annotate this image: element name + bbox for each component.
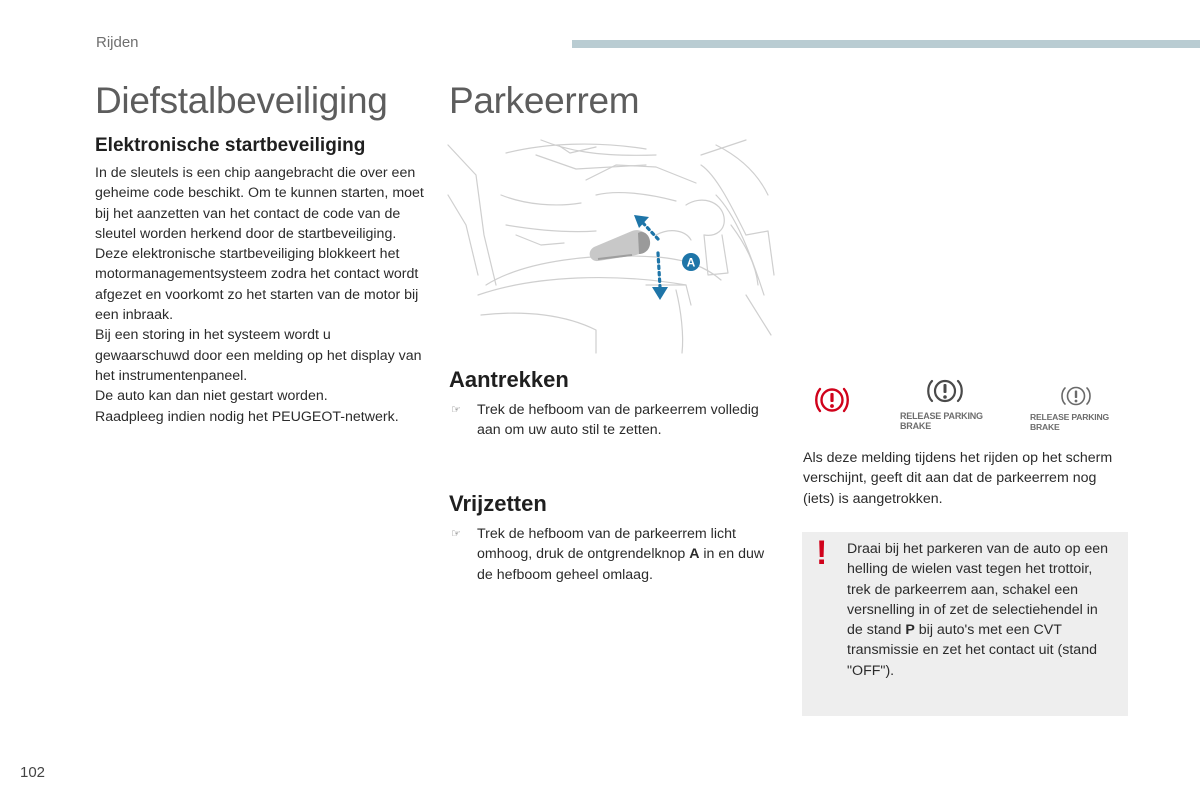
warning-text-part: Draai bij het parkeren van de auto op een helling de wielen vast tegen het trottoir, trek de parkeerrem aan, schakel een versnelling in of zet de selectiehendel in de stand bbox=[847, 541, 1109, 639]
brake-warning-small-icon bbox=[1058, 383, 1094, 409]
section-label: Rijden bbox=[96, 34, 139, 51]
paragraph: In de sleutels is een chip aangebracht die over een geheime code beschikt. Om te kunnen starten, moet bij het aanzetten van het contact de code van de sleutel worden herkend door de startbeveiliging. bbox=[95, 165, 424, 242]
brake-warning-gray-icon bbox=[922, 376, 968, 406]
release-parking-brake-label bbox=[900, 411, 1010, 431]
warning-text-part: bij auto's met een CVT transmissie en zet het contact uit (stand "OFF"). bbox=[847, 622, 1097, 679]
paragraph: Raadpleeg indien nodig het PEUGEOT-netwerk. bbox=[95, 408, 399, 425]
parking-brake-title: Parkeerrem bbox=[449, 80, 640, 121]
header-accent-bar bbox=[572, 40, 1200, 48]
apply-heading: Aantrekken bbox=[449, 367, 569, 392]
apply-list bbox=[449, 400, 769, 441]
release-instruction-part: in en duw de hefboom geheel omlaag. bbox=[477, 546, 765, 583]
paragraph: De auto kan dan niet gestart worden. bbox=[95, 388, 328, 405]
pointing-hand-icon: ☞ bbox=[451, 404, 461, 416]
release-button-ref: A bbox=[689, 546, 700, 563]
release-instruction-part: Trek de hefboom van de parkeerrem licht omhoog, druk de ontgrendelknop bbox=[477, 526, 736, 563]
exclamation-icon: ! bbox=[816, 534, 828, 572]
warning-text bbox=[847, 539, 1112, 681]
label-line: RELEASE PARKING bbox=[900, 411, 983, 421]
gear-position-ref: P bbox=[905, 622, 915, 639]
warning-box bbox=[802, 532, 1128, 716]
immobiliser-subtitle: Elektronische startbeveiliging bbox=[95, 135, 366, 156]
paragraph: Bij een storing in het systeem wordt u gewaarschuwd door een melding op het display van het instrumentenpaneel. bbox=[95, 327, 422, 384]
release-list bbox=[449, 524, 769, 585]
theft-protection-title: Diefstalbeveiliging bbox=[95, 80, 388, 121]
callout-a-label: A bbox=[686, 255, 696, 270]
label-line: BRAKE bbox=[900, 421, 932, 431]
apply-instruction: Trek de hefboom van de parkeerrem volledig aan om uw auto stil te zetten. bbox=[477, 402, 759, 439]
release-heading: Vrijzetten bbox=[449, 491, 547, 516]
immobiliser-text bbox=[95, 163, 427, 427]
brake-warning-red-icon bbox=[812, 383, 852, 417]
list-item bbox=[449, 524, 769, 585]
pointing-hand-icon: ☞ bbox=[451, 528, 461, 540]
page-number: 102 bbox=[20, 764, 46, 781]
message-explanation: Als deze melding tijdens het rijden op het scherm verschijnt, geeft dit aan dat de parkeerrem nog (iets) is aangetrokken. bbox=[803, 450, 1113, 507]
paragraph: Deze elektronische startbeveiliging blokkeert het motormanagementsysteem zodra het contact wordt afgezet en voorkomt zo het starten van de motor bij een inbraak. bbox=[95, 246, 419, 324]
release-parking-brake-label-compact: RELEASE PARKING BRAKE bbox=[1030, 412, 1109, 432]
parking-brake-illustration bbox=[446, 135, 776, 355]
list-item bbox=[449, 400, 769, 441]
